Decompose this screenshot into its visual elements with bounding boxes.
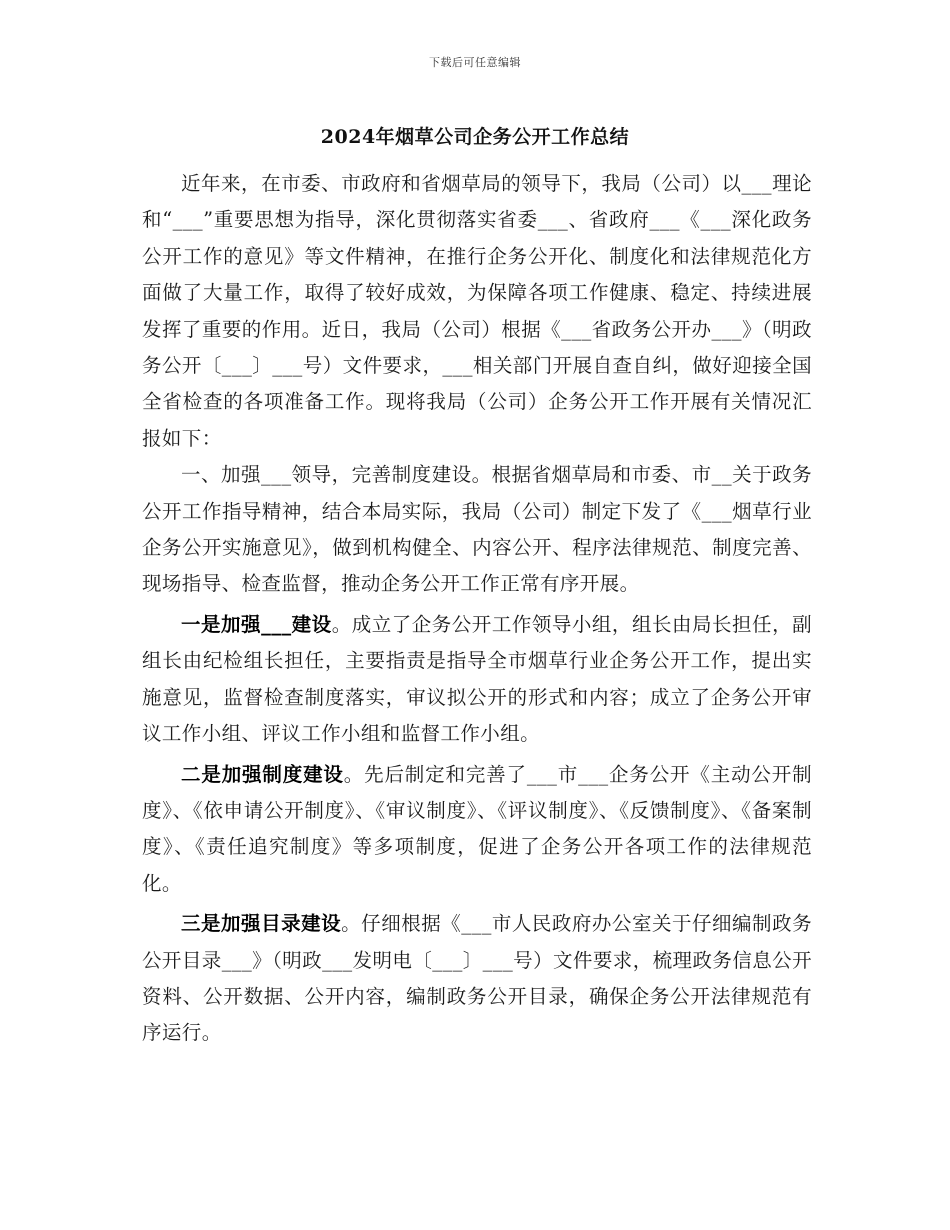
paragraph-point-one [142,607,812,753]
paragraph-lead: 三是加强目录建设 [181,912,342,936]
header-note: 下载后可任意编辑 [429,56,521,69]
paragraph-text: 。成立了企务公开工作领导小组，组长由局长担任，副组长由纪检组长担任，主要指责是指导全市烟草行业企务公开工作，提出实施意见，监督检查制度落实，审议拟公开的形式和内容；成立了企务公开审议工作小组、评议工作小组和监督工作小组。 [142,612,812,746]
document-title: 2024年烟草公司企务公开工作总结 [320,126,630,148]
paragraph-point-two [142,757,812,903]
paragraph-intro [142,166,812,457]
paragraph-text: 。先后制定和完善了___市___企务公开《主动公开制度》、《依申请公开制度》、《审议制度》、《评议制度》、《反馈制度》、《备案制度》、《责任追究制度》等多项制度，促进了企务公开各项工作的法律规范化。 [142,762,813,895]
paragraph-text: 。仔细根据《___市人民政府办公室关于仔细编制政务公开目录___》（明政___发明电〔___〕___号）文件要求，梳理政务信息公开资料、公开数据、公开内容，编制政务公开目录，确保企务公开法律规范有序运行。 [142,912,812,1045]
paragraph-section-one [142,457,812,603]
paragraph-text: 近年来，在市委、市政府和省烟草局的领导下，我局（公司）以___理论和“___”重要思想为指导，深化贯彻落实省委___、省政府___《___深化政务公开工作的意见》等文件精神，在推行企务公开化、制度化和法律规范化方面做了大量工作，取得了较好成效，为保障各项工作健康、稳定、持续进展发挥了重要的作用。近日，我局（公司）根据《___省政务公开办___》（明政务公开〔___〕___号）文件要求，___相关部门开展自查自纠，做好迎接全国全省检查的各项准备工作。现将我局（公司）企务公开工作开展有关情况汇报如下： [142,172,812,450]
paragraph-point-three [142,906,812,1052]
paragraph-lead: 一是加强___建设 [181,612,332,636]
document-body [142,166,812,1052]
paragraph-text: 一、加强___领导，完善制度建设。根据省烟草局和市委、市__关于政务公开工作指导精神，结合本局实际，我局（公司）制定下发了《___烟草行业企务公开实施意见》，做到机构健全、内容公开、程序法律规范、制度完善、现场指导、检查监督，推动企务公开工作正常有序开展。 [142,463,812,596]
paragraph-lead: 二是加强制度建设 [181,762,344,786]
